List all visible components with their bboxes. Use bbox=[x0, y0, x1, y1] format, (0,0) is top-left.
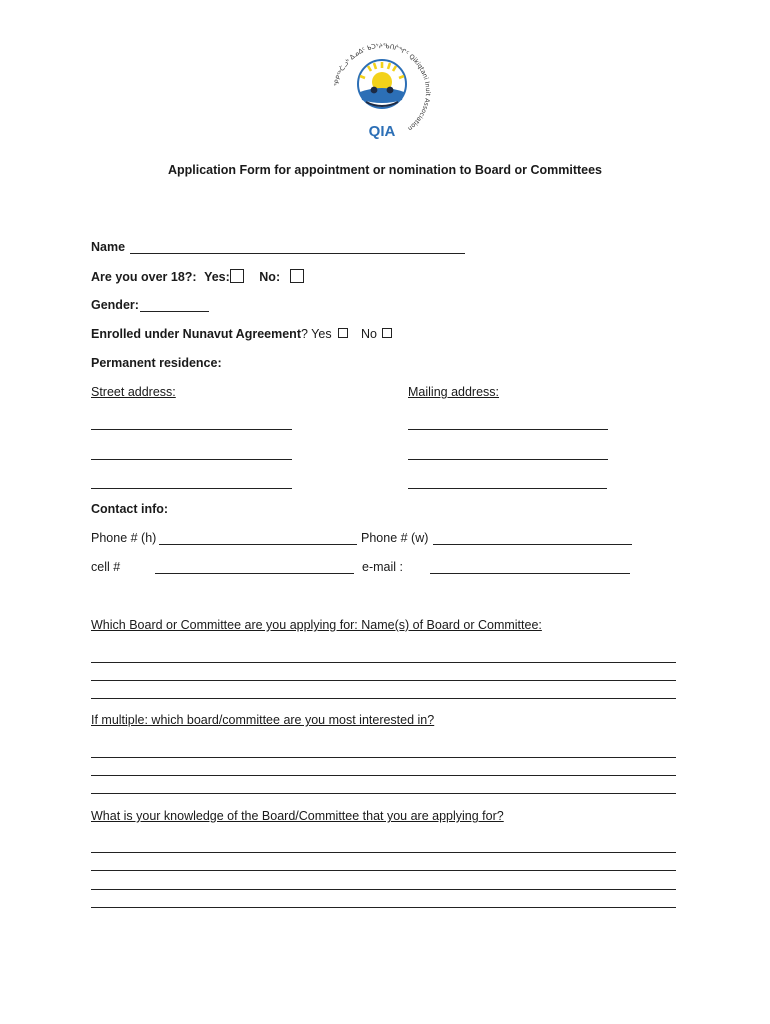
multiple-answer-line[interactable] bbox=[91, 793, 676, 794]
board-answer-line[interactable] bbox=[91, 680, 676, 681]
board-question: Which Board or Committee are you applying for: Name(s) of Board or Committee: bbox=[91, 618, 542, 632]
multiple-answer-line[interactable] bbox=[91, 775, 676, 776]
mailing-address-line-1[interactable] bbox=[408, 429, 608, 430]
form-title: Application Form for appointment or nomination to Board or Committees bbox=[167, 163, 603, 177]
email-label: e-mail : bbox=[362, 560, 403, 574]
phone-home-label: Phone # (h) bbox=[91, 531, 157, 545]
name-label: Name bbox=[91, 240, 126, 254]
street-address-line-3[interactable] bbox=[91, 488, 292, 489]
enrolled-no-row bbox=[361, 327, 392, 341]
contact-info-label: Contact info: bbox=[91, 502, 169, 516]
qia-logo bbox=[330, 40, 434, 144]
mailing-address-line-3[interactable] bbox=[408, 488, 607, 489]
gender-label: Gender: bbox=[91, 298, 139, 312]
name-field[interactable] bbox=[130, 253, 465, 254]
gender-field[interactable] bbox=[140, 311, 209, 312]
board-answer-line[interactable] bbox=[91, 662, 676, 663]
over18-no-label: No: bbox=[259, 270, 281, 284]
logo-org-name: QIA bbox=[368, 123, 396, 140]
over18-yes-label: Yes: bbox=[204, 270, 230, 284]
cell-label: cell # bbox=[91, 560, 121, 574]
phone-work-field[interactable] bbox=[433, 544, 632, 545]
mailing-address-label: Mailing address: bbox=[408, 385, 500, 399]
board-answer-line[interactable] bbox=[91, 698, 676, 699]
enrolled-no-label: No bbox=[361, 327, 377, 341]
mailing-address-line-2[interactable] bbox=[408, 459, 608, 460]
knowledge-question: What is your knowledge of the Board/Committee that you are applying for? bbox=[91, 809, 504, 823]
permanent-residence-label: Permanent residence: bbox=[91, 356, 222, 370]
street-address-line-1[interactable] bbox=[91, 429, 292, 430]
knowledge-answer-line[interactable] bbox=[91, 889, 676, 890]
phone-home-field[interactable] bbox=[159, 544, 357, 545]
enrolled-yes-checkbox[interactable] bbox=[338, 328, 348, 338]
enrolled-label: Enrolled under Nunavut Agreement bbox=[91, 327, 301, 341]
over18-row bbox=[91, 269, 304, 284]
street-address-line-2[interactable] bbox=[91, 459, 292, 460]
enrolled-yes-label: ? Yes bbox=[300, 327, 332, 341]
logo-ring-text: ᕿᑭᖅᑖᓗᒃ ᐃᓄᐃᑦ ᑲᑐᔾᔨᖃᑎᒌᖏᑦ Qikiqtani Inuit Association bbox=[333, 42, 432, 132]
knowledge-answer-line[interactable] bbox=[91, 852, 676, 853]
knowledge-answer-line[interactable] bbox=[91, 907, 676, 908]
enrolled-no-checkbox[interactable] bbox=[382, 328, 392, 338]
multiple-answer-line[interactable] bbox=[91, 757, 676, 758]
street-address-label: Street address: bbox=[91, 385, 176, 399]
multiple-question: If multiple: which board/committee are you most interested in? bbox=[91, 713, 435, 727]
knowledge-answer-line[interactable] bbox=[91, 870, 676, 871]
sun-emblem-icon bbox=[358, 60, 406, 108]
over18-yes-checkbox[interactable] bbox=[230, 269, 244, 283]
email-field[interactable] bbox=[430, 573, 630, 574]
over18-no-checkbox[interactable] bbox=[290, 269, 304, 283]
over18-label: Are you over 18?: bbox=[91, 270, 197, 284]
phone-work-label: Phone # (w) bbox=[361, 531, 429, 545]
enrolled-row bbox=[91, 327, 348, 341]
cell-field[interactable] bbox=[155, 573, 354, 574]
